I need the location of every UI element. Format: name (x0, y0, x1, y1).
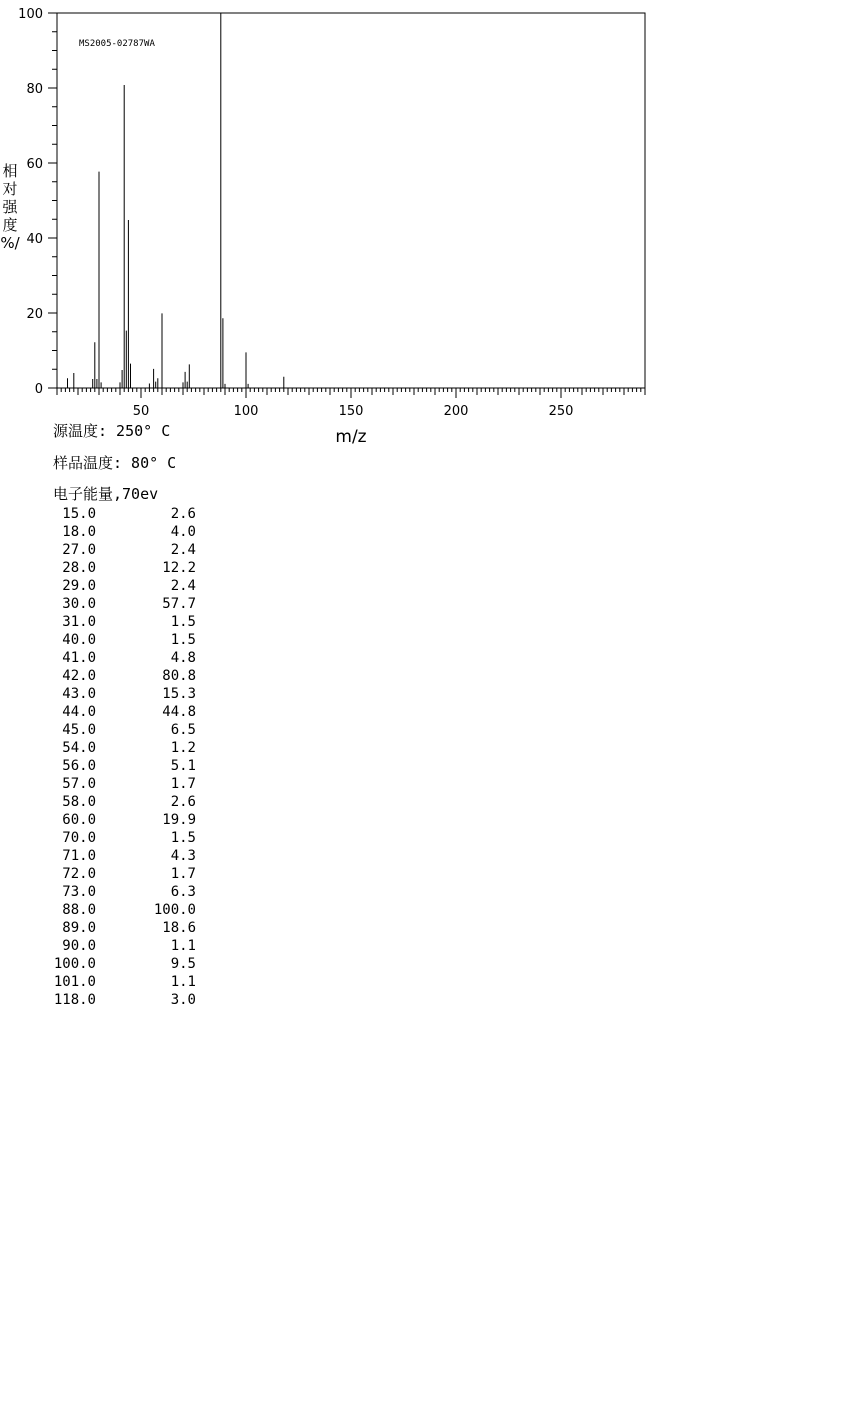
y-tick-label: 60 (26, 157, 43, 172)
y-label-char: 度 (2, 216, 18, 234)
x-tick-label: 150 (338, 404, 364, 419)
y-tick-label: 0 (34, 382, 43, 397)
peak-bars (68, 13, 284, 388)
peak-intensity: 44.8 (162, 704, 196, 720)
y-label-char: 强 (2, 198, 18, 216)
peak-mz: 40.0 (62, 632, 96, 648)
peak-intensity: 1.2 (170, 740, 196, 756)
peak-mz: 90.0 (62, 938, 96, 954)
x-axis-label: m/z (335, 427, 367, 447)
peak-intensity: 4.8 (170, 650, 196, 666)
peak-mz: 60.0 (62, 812, 96, 828)
plot-frame (57, 13, 645, 388)
peak-intensity: 57.7 (162, 596, 196, 612)
peak-intensity: 2.6 (170, 506, 196, 522)
peak-mz: 71.0 (62, 848, 96, 864)
electron-energy: 电子能量,70ev (53, 485, 159, 503)
peak-mz: 41.0 (62, 650, 96, 666)
peak-mz: 57.0 (62, 776, 96, 792)
x-tick-label: 50 (132, 404, 150, 419)
peak-intensity: 6.3 (170, 884, 196, 900)
peak-mz: 118.0 (53, 992, 96, 1008)
peak-mz: 29.0 (62, 578, 96, 594)
peak-intensity: 2.6 (170, 794, 196, 810)
source-temperature: 源温度: 250° C (53, 422, 171, 440)
peak-intensity: 4.3 (170, 848, 196, 864)
peak-intensity: 6.5 (170, 722, 196, 738)
peak-intensity: 9.5 (170, 956, 196, 972)
y-label-char: 对 (2, 180, 18, 198)
peak-mz: 18.0 (62, 524, 96, 540)
sample-temperature: 样品温度: 80° C (53, 454, 177, 472)
peak-intensity: 1.5 (170, 614, 196, 630)
peak-intensity: 18.6 (162, 920, 196, 936)
peak-intensity: 2.4 (170, 542, 196, 558)
peak-mz: 70.0 (62, 830, 96, 846)
y-label-char: %/ (0, 234, 20, 252)
y-label-char: 相 (2, 162, 18, 180)
peak-mz: 15.0 (62, 506, 96, 522)
mass-spectrum-chart (0, 0, 850, 450)
peak-mz: 100.0 (53, 956, 96, 972)
peak-intensity: 1.7 (170, 776, 196, 792)
peak-mz: 73.0 (62, 884, 96, 900)
y-tick-label: 20 (26, 307, 43, 322)
x-tick-label: 200 (443, 404, 469, 419)
peak-mz: 56.0 (62, 758, 96, 774)
y-tick-label: 40 (26, 232, 43, 247)
peak-mz: 30.0 (62, 596, 96, 612)
y-tick-label: 100 (18, 7, 43, 22)
peak-mz: 31.0 (62, 614, 96, 630)
peak-intensity: 19.9 (162, 812, 196, 828)
peak-mz: 44.0 (62, 704, 96, 720)
peak-intensity: 4.0 (170, 524, 196, 540)
peak-intensity: 100.0 (153, 902, 196, 918)
peak-mz: 72.0 (62, 866, 96, 882)
peak-intensity: 1.1 (170, 938, 196, 954)
peak-intensity: 1.5 (170, 830, 196, 846)
y-tick-label: 80 (26, 82, 43, 97)
spectrum-code-label: MS2005-02787WA (79, 39, 155, 49)
peak-mz: 42.0 (62, 668, 96, 684)
peak-mz: 45.0 (62, 722, 96, 738)
peak-mz: 89.0 (62, 920, 96, 936)
y-axis (18, 7, 57, 397)
peak-intensity: 5.1 (170, 758, 196, 774)
peak-intensity: 1.5 (170, 632, 196, 648)
peak-mz: 58.0 (62, 794, 96, 810)
peak-mz: 88.0 (62, 902, 96, 918)
peak-mz: 54.0 (62, 740, 96, 756)
peak-intensity: 12.2 (162, 560, 196, 576)
peak-mz: 43.0 (62, 686, 96, 702)
peak-mz: 28.0 (62, 560, 96, 576)
peak-intensity: 1.7 (170, 866, 196, 882)
peak-mz: 27.0 (62, 542, 96, 558)
peak-intensity: 15.3 (162, 686, 196, 702)
y-axis-label (0, 162, 20, 252)
peak-intensity: 1.1 (170, 974, 196, 990)
x-tick-label: 100 (233, 404, 259, 419)
x-tick-label: 250 (548, 404, 574, 419)
peak-intensity: 3.0 (170, 992, 196, 1008)
x-axis (57, 388, 645, 419)
peak-intensity: 2.4 (170, 578, 196, 594)
peak-mz: 101.0 (53, 974, 96, 990)
peak-intensity: 80.8 (162, 668, 196, 684)
